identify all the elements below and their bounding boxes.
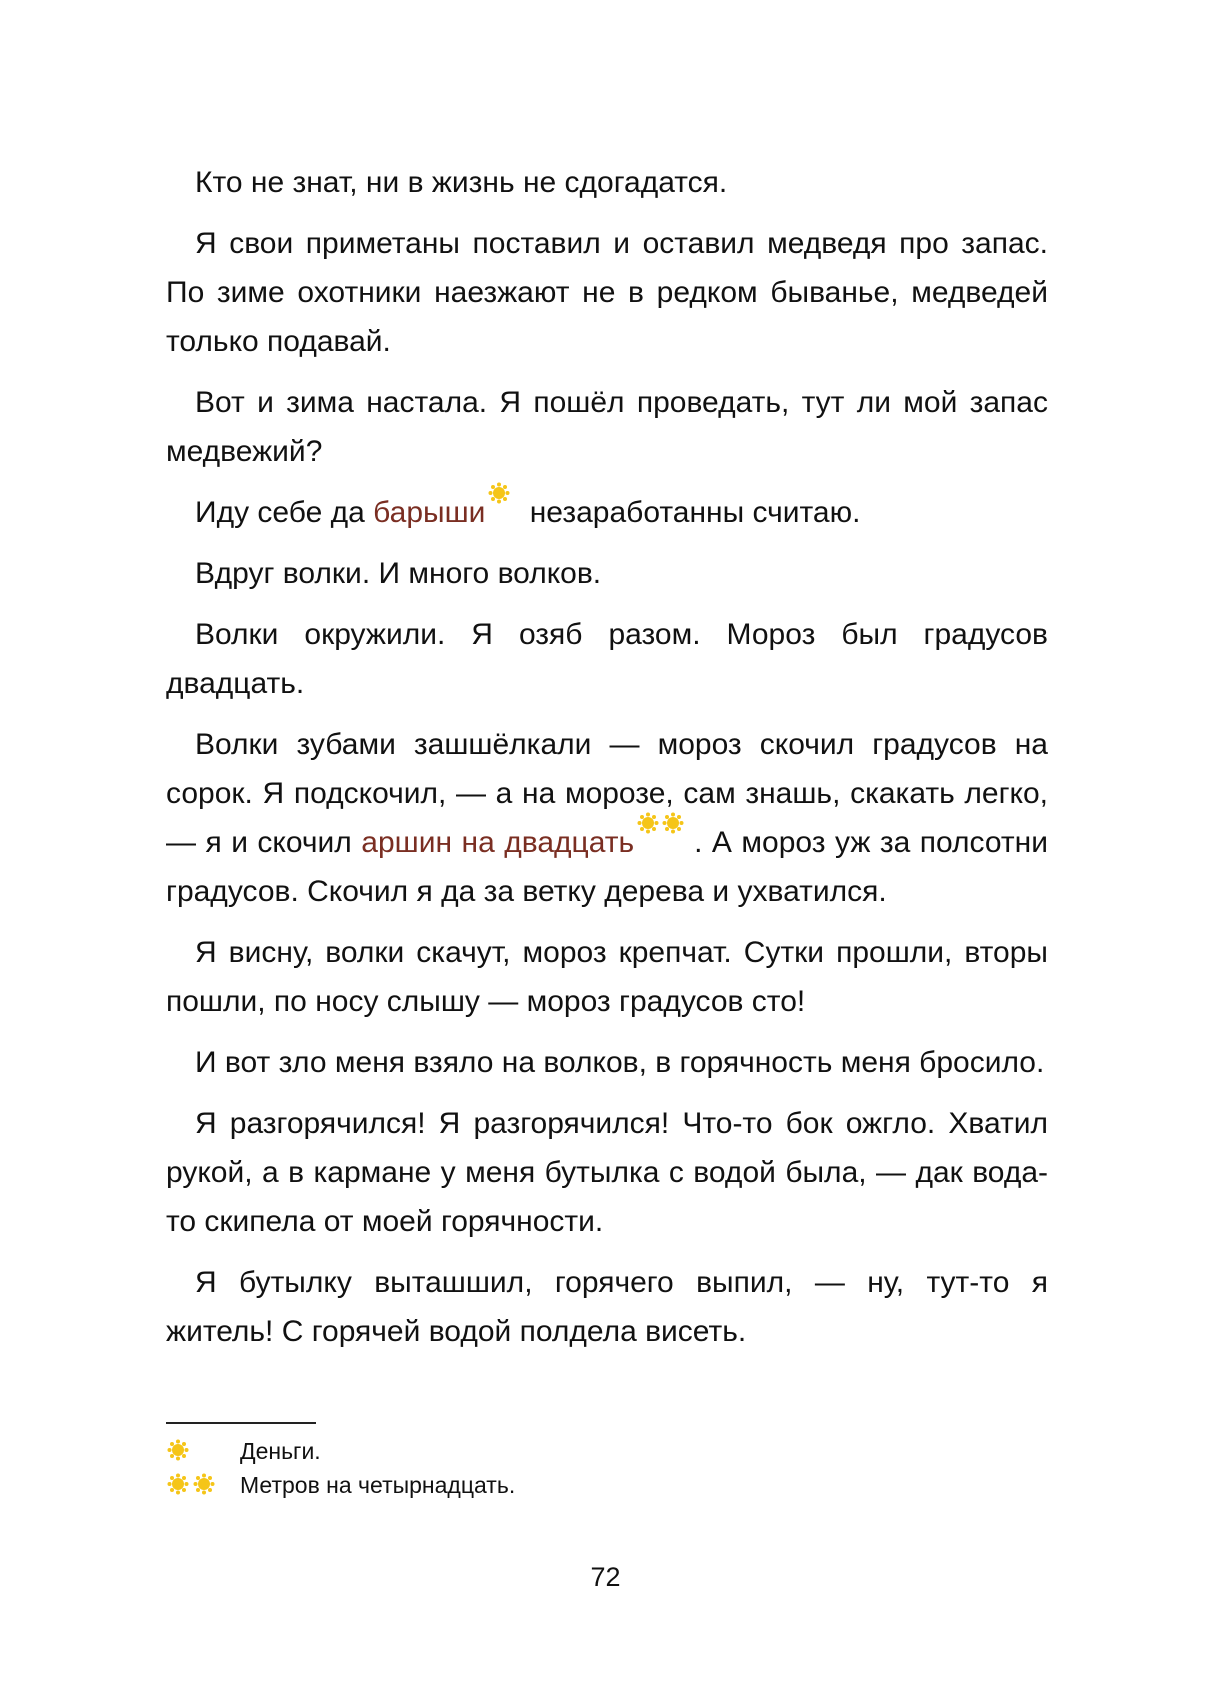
page-number: 72	[590, 1562, 621, 1592]
paragraph-7-before: Волки зубами зашшёлкали — мороз скочил градусов на сорок. Я подскочил, — а на морозе, сам знашь, скакать легко, — я и скочил	[166, 728, 1048, 859]
paragraph-8: Я висну, волки скачут, мороз крепчат. Сутки прошли, вторы пошли, по носу слышу — мороз градусов сто!	[166, 936, 1048, 1018]
footnote-1	[166, 1434, 866, 1468]
paragraph-5: Вдруг волки. И много волков.	[195, 557, 602, 590]
footnote-divider	[166, 1422, 316, 1424]
paragraph-2: Я свои приметаны поставил и оставил медведя про запас. По зиме охотники наезжают не в редком быванье, медведей только подавай.	[166, 227, 1048, 358]
footnote-1-sun-icon	[166, 1437, 194, 1471]
gloss-term-1: барыши	[373, 496, 486, 529]
paragraph-3: Вот и зима настала. Я пошёл проведать, тут ли мой запас медвежий?	[166, 386, 1048, 468]
paragraph-1: Кто не знат, ни в жизнь не сдогадатся.	[195, 166, 728, 199]
paragraph-11: Я бутылку выташшил, горячего выпил, — ну, тут-то я житель! С горячей водой полдела висеть.	[166, 1266, 1048, 1348]
body-text	[166, 158, 1048, 1368]
footnote-2-text: Метров на четырнадцать.	[240, 1472, 516, 1498]
footnotes	[166, 1434, 866, 1502]
paragraph-7	[166, 720, 1048, 916]
paragraph-4	[166, 488, 1048, 537]
paragraph-10: Я разгорячился! Я разгорячился! Что-то бок ожгло. Хватил рукой, а в кармане у меня бутылка с водой была, — дак вода-то скипела от моей горячности.	[166, 1107, 1048, 1238]
paragraph-9: И вот зло меня взяло на волков, в горячность меня бросило.	[195, 1046, 1045, 1079]
footnote-ref-1-sun-icon	[487, 482, 515, 504]
paragraph-6: Волки окружили. Я озяб разом. Мороз был градусов двадцать.	[166, 618, 1048, 700]
footnote-ref-2-sun-icon	[636, 812, 688, 834]
footnote-2	[166, 1468, 866, 1502]
paragraph-4-after: незаработанны считаю.	[521, 496, 861, 529]
footnote-2-sun-icon	[166, 1471, 222, 1505]
gloss-term-2: аршин на двадцать	[361, 826, 635, 859]
paragraph-7-after: . А мороз уж за полсотни градусов. Скочил я да за ветку дерева и ухватился.	[166, 826, 1048, 908]
footnote-1-text: Деньги.	[240, 1438, 321, 1464]
paragraph-4-before: Иду себе да	[195, 496, 374, 529]
